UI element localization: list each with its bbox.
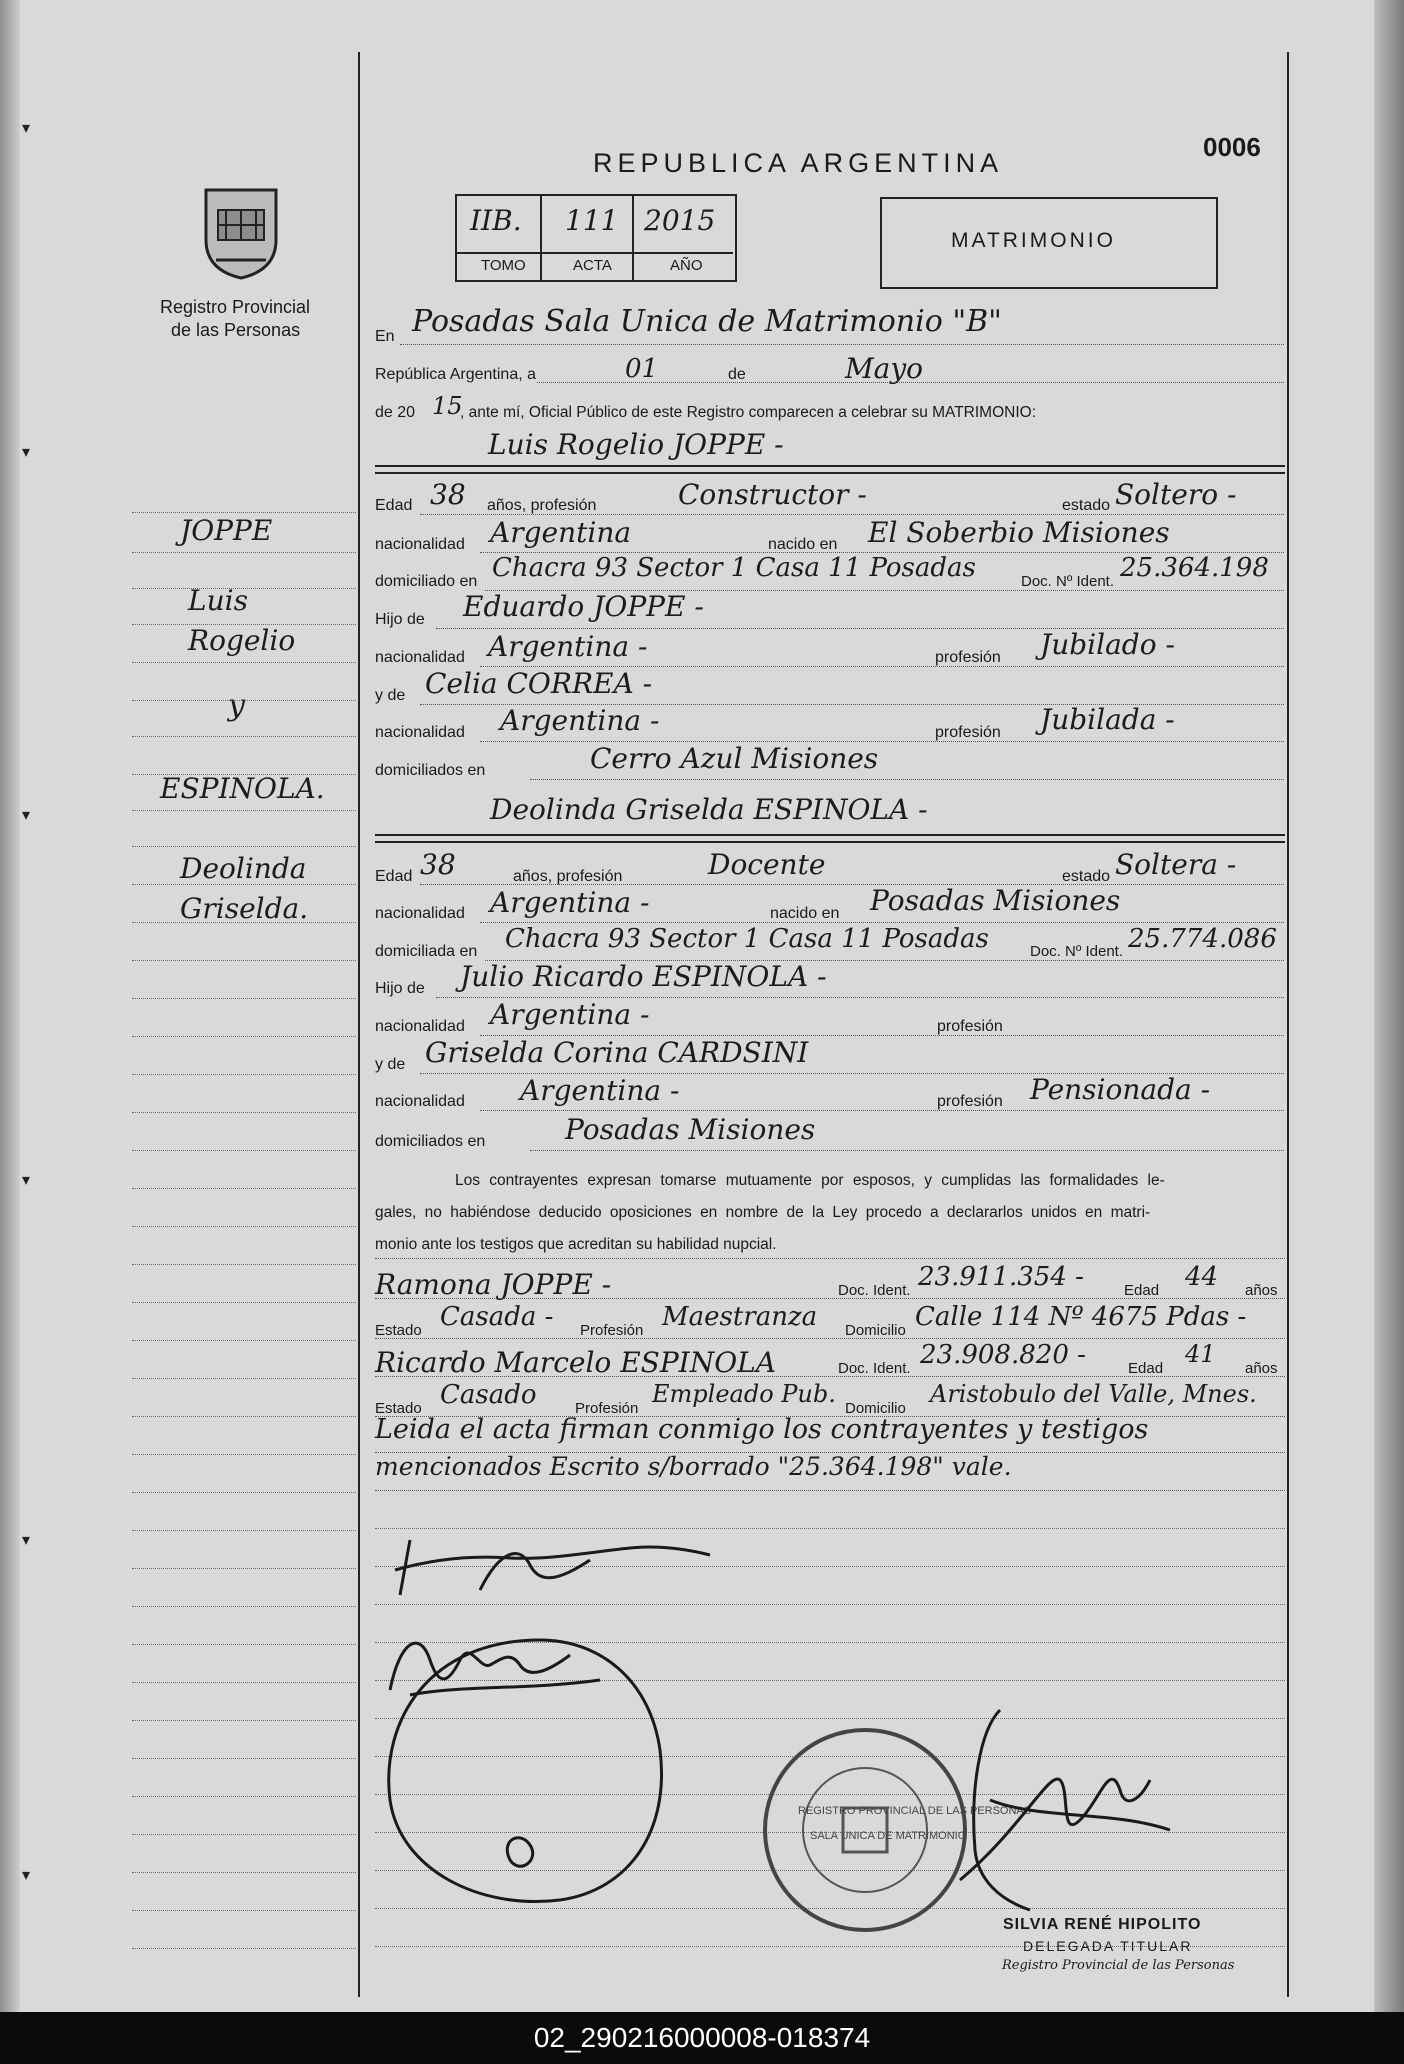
witness2-estado-label: Estado [375, 1400, 422, 1417]
groom-profesion: Constructor - [678, 478, 867, 511]
bride-anos-profesion-label: años, profesión [513, 868, 623, 885]
acta-label: ACTA [573, 257, 612, 274]
witness1-anos-label: años [1245, 1282, 1278, 1299]
margin-rule [132, 624, 356, 625]
binding-mark: ▾ [22, 807, 31, 824]
groom-domicilio: Chacra 93 Sector 1 Casa 11 Posadas [492, 553, 976, 583]
stamp-inner-text: SALA UNICA DE MATRIMONIO [810, 1830, 967, 1842]
page-number: 0006 [1203, 132, 1261, 162]
bride-domiciliada-label: domiciliada en [375, 943, 478, 960]
binding-mark: ▾ [22, 1172, 31, 1189]
bride-nacionalidad-label: nacionalidad [375, 905, 465, 922]
section-separator [375, 841, 1285, 843]
groom-estado: Soltero - [1115, 478, 1237, 511]
groom-nacido: El Soberbio Misiones [868, 516, 1170, 549]
witness-signature-loop [370, 1600, 690, 1920]
officer-org: Registro Provincial de las Personas [1002, 1958, 1235, 1973]
republica-label: República Argentina, a [375, 366, 536, 383]
bride-domicilio: Chacra 93 Sector 1 Casa 11 Posadas [505, 924, 989, 954]
groom-hijo-label: Hijo de [375, 611, 425, 628]
margin-rule [132, 1644, 356, 1645]
bride-prof-madre-label: profesión [937, 1093, 1003, 1110]
groom-domiciliados-label: domiciliados en [375, 762, 486, 779]
page-right-edge [1374, 0, 1404, 2012]
margin-rule [132, 1492, 356, 1493]
margin-rule [132, 700, 356, 701]
registry-name-line2: de las Personas [171, 320, 301, 340]
margin-rule [132, 810, 356, 811]
margin-rule [132, 1416, 356, 1417]
fill-line [375, 1258, 1285, 1259]
fill-line [530, 1150, 1284, 1151]
margin-rule [132, 1112, 356, 1113]
province-seal [196, 180, 286, 280]
margin-rule [132, 552, 356, 553]
bride-domicilio-padres: Posadas Misiones [565, 1113, 816, 1146]
margin-rule [132, 960, 356, 961]
bride-nac-madre-label: nacionalidad [375, 1093, 465, 1110]
section-separator [375, 465, 1285, 467]
page-left-edge [0, 0, 20, 2012]
witness2-anos-label: años [1245, 1360, 1278, 1377]
fill-line [400, 344, 1284, 345]
witness2-doc-label: Doc. Ident. [838, 1360, 911, 1377]
officer-name: SILVIA RENÉ HIPOLITO [1003, 1916, 1202, 1933]
margin-rule [132, 1226, 356, 1227]
margin-firstname-groom: Luis [188, 584, 248, 617]
margin-rule [132, 1454, 356, 1455]
margin-rule [132, 662, 356, 663]
groom-prof-madre: Jubilada - [1040, 703, 1175, 736]
signature-rule [375, 1528, 1285, 1529]
margin-rule [132, 1682, 356, 1683]
en-label: En [375, 328, 395, 345]
witness2-name: Ricardo Marcelo ESPINOLA [375, 1346, 776, 1379]
bride-prof-padre-label: profesión [937, 1018, 1003, 1035]
contrayente-signature-1 [390, 1530, 720, 1610]
ceremony-place: Posadas Sala Unica de Matrimonio "B" [412, 304, 1002, 339]
bride-hijo-label: Hijo de [375, 980, 425, 997]
fill-line [480, 1110, 1284, 1111]
margin-firstname-bride: Deolinda [180, 852, 307, 885]
margin-rule [132, 1834, 356, 1835]
anio-value: 2015 [644, 204, 716, 237]
witness2-profesion-label: Profesión [575, 1400, 639, 1417]
year-prefix: de 20 [375, 404, 416, 421]
margin-rule [132, 998, 356, 999]
bride-doc: 25.774.086 [1128, 924, 1277, 954]
witness1-profesion-label: Profesión [580, 1322, 644, 1339]
act-type-label: MATRIMONIO [951, 229, 1116, 252]
witness1-doc: 23.911.354 - [918, 1262, 1084, 1292]
witness1-domicilio: Calle 114 Nº 4675 Pdas - [915, 1302, 1247, 1332]
table-divider [540, 196, 542, 280]
acta-value: 111 [565, 204, 619, 237]
margin-rule [132, 1530, 356, 1531]
groom-edad: 38 [430, 478, 466, 511]
witness1-profesion: Maestranza [662, 1302, 818, 1332]
table-divider [632, 196, 634, 280]
margin-rule [132, 1720, 356, 1721]
groom-estado-label: estado [1062, 497, 1111, 514]
groom-doc: 25.364.198 [1120, 553, 1269, 583]
bride-estado: Soltera - [1115, 848, 1237, 881]
closing-line2: mencionados Escrito s/borrado "25.364.198" vale. [375, 1452, 1012, 1481]
margin-rule [132, 1796, 356, 1797]
file-id-footer: 02_290216000008-018374 [0, 2012, 1404, 2064]
margin-rule [132, 1606, 356, 1607]
bride-nac-padre: Argentina - [490, 998, 650, 1031]
margin-rule [132, 884, 356, 885]
country-title: REPUBLICA ARGENTINA [593, 148, 1004, 178]
registry-name-line1: Registro Provincial [160, 297, 311, 317]
groom-prof-padre: Jubilado - [1040, 628, 1175, 661]
margin-surname-bride: ESPINOLA. [160, 772, 325, 805]
margin-rule [132, 736, 356, 737]
groom-nac-madre-label: nacionalidad [375, 724, 465, 741]
margin-rule [132, 1264, 356, 1265]
binding-mark: ▾ [22, 444, 31, 461]
groom-nac-padre: Argentina - [488, 630, 648, 663]
margin-conjunction: y [228, 688, 245, 723]
bride-y-de-label: y de [375, 1056, 406, 1073]
fill-line [530, 779, 1284, 780]
margin-middlename-bride: Griselda. [180, 892, 309, 925]
groom-domiciliado-label: domiciliado en [375, 573, 478, 590]
margin-rule [132, 1340, 356, 1341]
witness2-domicilio-label: Domicilio [845, 1400, 906, 1417]
groom-nac-madre: Argentina - [500, 704, 660, 737]
margin-rule [132, 1074, 356, 1075]
officer-title: DELEGADA TITULAR [1023, 1938, 1193, 1954]
margin-rule [132, 588, 356, 589]
bride-doc-label: Doc. Nº Ident. [1030, 943, 1124, 960]
bride-padre: Julio Ricardo ESPINOLA - [460, 960, 827, 993]
binding-mark: ▾ [22, 1867, 31, 1884]
binding-mark: ▾ [22, 120, 31, 137]
tomo-value: IIB. [470, 204, 522, 237]
ceremony-month: Mayo [845, 352, 924, 385]
table-divider [457, 252, 733, 254]
groom-full-name: Luis Rogelio JOPPE - [488, 428, 784, 461]
witness1-estado-label: Estado [375, 1322, 422, 1339]
de-label: de [728, 366, 746, 383]
declaration-line3: monio ante los testigos que acreditan su habilidad nupcial. [375, 1236, 777, 1253]
margin-rule [132, 1910, 356, 1911]
binding-mark: ▾ [22, 1532, 31, 1549]
bride-nacido: Posadas Misiones [870, 884, 1121, 917]
ceremony-day: 01 [625, 354, 659, 384]
witness2-edad: 41 [1185, 1340, 1216, 1368]
fill-line [480, 922, 1284, 923]
closing-line1: Leida el acta firman conmigo los contrayentes y testigos [375, 1414, 1149, 1445]
margin-rule [132, 922, 356, 923]
witness2-estado: Casado [440, 1380, 537, 1410]
bride-full-name: Deolinda Griselda ESPINOLA - [490, 793, 928, 826]
witness1-name: Ramona JOPPE - [375, 1268, 612, 1301]
groom-y-de-label: y de [375, 687, 406, 704]
margin-surname-groom: JOPPE [180, 514, 273, 547]
section-separator [375, 834, 1285, 836]
witness2-profesion: Empleado Pub. [652, 1380, 836, 1408]
margin-rule [132, 1302, 356, 1303]
fill-line [420, 884, 1284, 885]
groom-nacido-label: nacido en [768, 536, 838, 553]
fill-line [375, 1376, 1285, 1377]
witness1-estado: Casada - [440, 1302, 554, 1332]
declaration-line1: Los contrayentes expresan tomarse mutuamente por esposos, y cumplidas las formalidades le- [455, 1172, 1165, 1189]
bride-nacido-label: nacido en [770, 905, 840, 922]
tomo-label: TOMO [481, 257, 526, 274]
fill-line [375, 1298, 1285, 1299]
groom-nac-padre-label: nacionalidad [375, 649, 465, 666]
bride-prof-madre: Pensionada - [1030, 1073, 1211, 1106]
margin-rule [132, 1758, 356, 1759]
witness1-edad-label: Edad [1124, 1282, 1160, 1299]
bride-profesion: Docente [708, 848, 826, 881]
witness2-doc: 23.908.820 - [920, 1340, 1086, 1370]
margin-rule [132, 846, 356, 847]
year-suffix: 15 [432, 392, 463, 420]
bride-nac-padre-label: nacionalidad [375, 1018, 465, 1035]
bride-edad-label: Edad [375, 868, 413, 885]
bride-madre: Griselda Corina CARDSINI [425, 1036, 809, 1069]
groom-edad-label: Edad [375, 497, 413, 514]
groom-padre: Eduardo JOPPE - [463, 590, 704, 623]
fill-line [375, 1490, 1285, 1491]
bride-estado-label: estado [1062, 868, 1111, 885]
anio-label: AÑO [670, 257, 703, 274]
margin-rule [132, 1150, 356, 1151]
declaration-line2: gales, no habiéndose deducido oposiciones en nombre de la Ley procedo a declararlos unidos en matri- [375, 1204, 1151, 1221]
witness2-domicilio: Aristobulo del Valle, Mnes. [930, 1380, 1257, 1408]
bride-domiciliados-label: domiciliados en [375, 1133, 486, 1150]
margin-rule [132, 512, 356, 513]
groom-nacionalidad: Argentina [490, 516, 632, 549]
appearance-sentence: , ante mí, Oficial Público de este Registro comparecen a celebrar su MATRIMONIO: [460, 404, 1037, 421]
witness2-edad-label: Edad [1128, 1360, 1164, 1377]
fill-line [420, 514, 1284, 515]
officer-signature [940, 1680, 1200, 1930]
groom-anos-profesion-label: años, profesión [487, 497, 597, 514]
groom-domicilio-padres: Cerro Azul Misiones [590, 742, 879, 775]
groom-doc-label: Doc. Nº Ident. [1021, 573, 1115, 590]
groom-madre: Celia CORREA - [425, 667, 653, 700]
margin-rule [132, 1378, 356, 1379]
groom-nacionalidad-label: nacionalidad [375, 536, 465, 553]
margin-divider [358, 52, 360, 1997]
stamp-text: REGISTRO PROVINCIAL DE LAS PERSONAS [798, 1805, 1032, 1817]
fill-line [375, 1338, 1285, 1339]
witness1-doc-label: Doc. Ident. [838, 1282, 911, 1299]
margin-rule [132, 774, 356, 775]
bride-nacionalidad: Argentina - [490, 886, 650, 919]
margin-rule [132, 1948, 356, 1949]
right-border [1287, 52, 1289, 1997]
section-separator [375, 472, 1285, 474]
margin-rule [132, 1036, 356, 1037]
witness1-edad: 44 [1185, 1262, 1219, 1292]
groom-prof-padre-label: profesión [935, 649, 1001, 666]
witness1-domicilio-label: Domicilio [845, 1322, 906, 1339]
bride-nac-madre: Argentina - [520, 1074, 680, 1107]
margin-middlename-groom: Rogelio [188, 624, 296, 657]
margin-rule [132, 1872, 356, 1873]
bride-edad: 38 [420, 848, 456, 881]
margin-rule [132, 1568, 356, 1569]
groom-prof-madre-label: profesión [935, 724, 1001, 741]
fill-line [537, 382, 1284, 383]
margin-rule [132, 1188, 356, 1189]
